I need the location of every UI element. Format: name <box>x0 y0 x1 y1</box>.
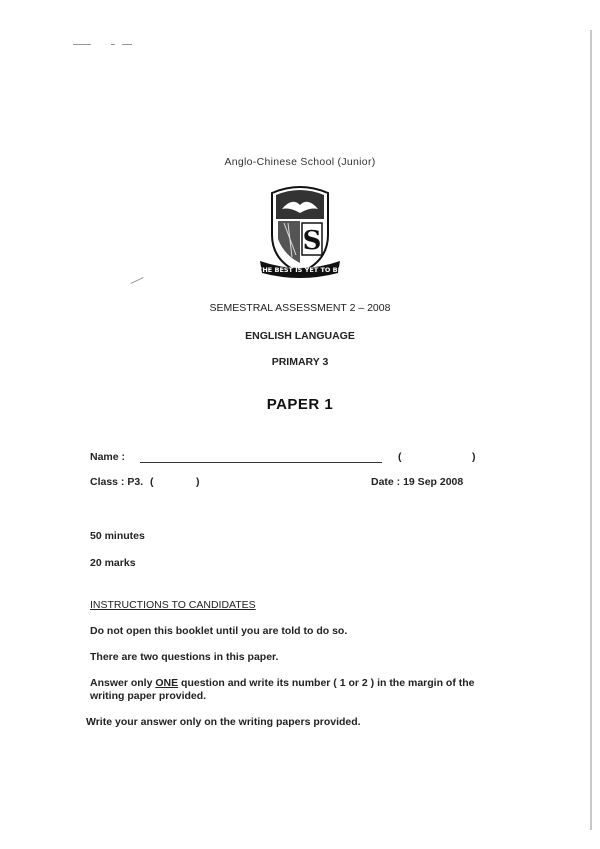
crest-letter: S <box>302 226 322 256</box>
assessment-title: SEMESTRAL ASSESSMENT 2 – 2008 <box>209 302 391 314</box>
instructions-title: INSTRUCTIONS TO CANDIDATES <box>90 599 256 611</box>
total-marks: 20 marks <box>90 557 136 569</box>
instruction-line: There are two questions in this paper. <box>90 651 279 663</box>
instruction-emphasis: ONE <box>155 677 179 689</box>
level-title: PRIMARY 3 <box>271 356 329 368</box>
name-field[interactable] <box>140 462 382 463</box>
crest-motto: THE BEST IS YET TO BE <box>257 266 343 274</box>
instruction-text: Answer only <box>90 677 156 689</box>
school-crest-icon <box>254 183 346 279</box>
instruction-line: Do not open this booklet until you are told to do so. <box>90 625 348 637</box>
duration: 50 minutes <box>90 530 145 542</box>
name-label: Name : <box>90 451 126 463</box>
class-label: Class : P3. <box>90 476 144 488</box>
class-field-open: ( <box>150 476 154 488</box>
scan-edge <box>590 30 592 830</box>
instruction-line <box>90 677 510 703</box>
class-field-close: ) <box>196 476 200 488</box>
instruction-line: Write your answer only on the writing papers provided. <box>86 716 361 728</box>
paper-title: PAPER 1 <box>266 396 334 413</box>
scan-speck <box>122 44 132 45</box>
scan-speck <box>73 44 91 45</box>
instruction-text: question and write its number ( 1 or 2 ) in the margin of the writing paper provided. <box>90 677 475 702</box>
register-number-open: ( <box>398 451 402 463</box>
register-number-close: ) <box>472 451 476 463</box>
subject-title: ENGLISH LANGUAGE <box>245 330 355 342</box>
date-label: Date : 19 Sep 2008 <box>371 476 464 488</box>
scan-speck <box>111 44 115 45</box>
scan-speck <box>130 277 143 284</box>
school-name: Anglo-Chinese School (Junior) <box>224 156 376 168</box>
